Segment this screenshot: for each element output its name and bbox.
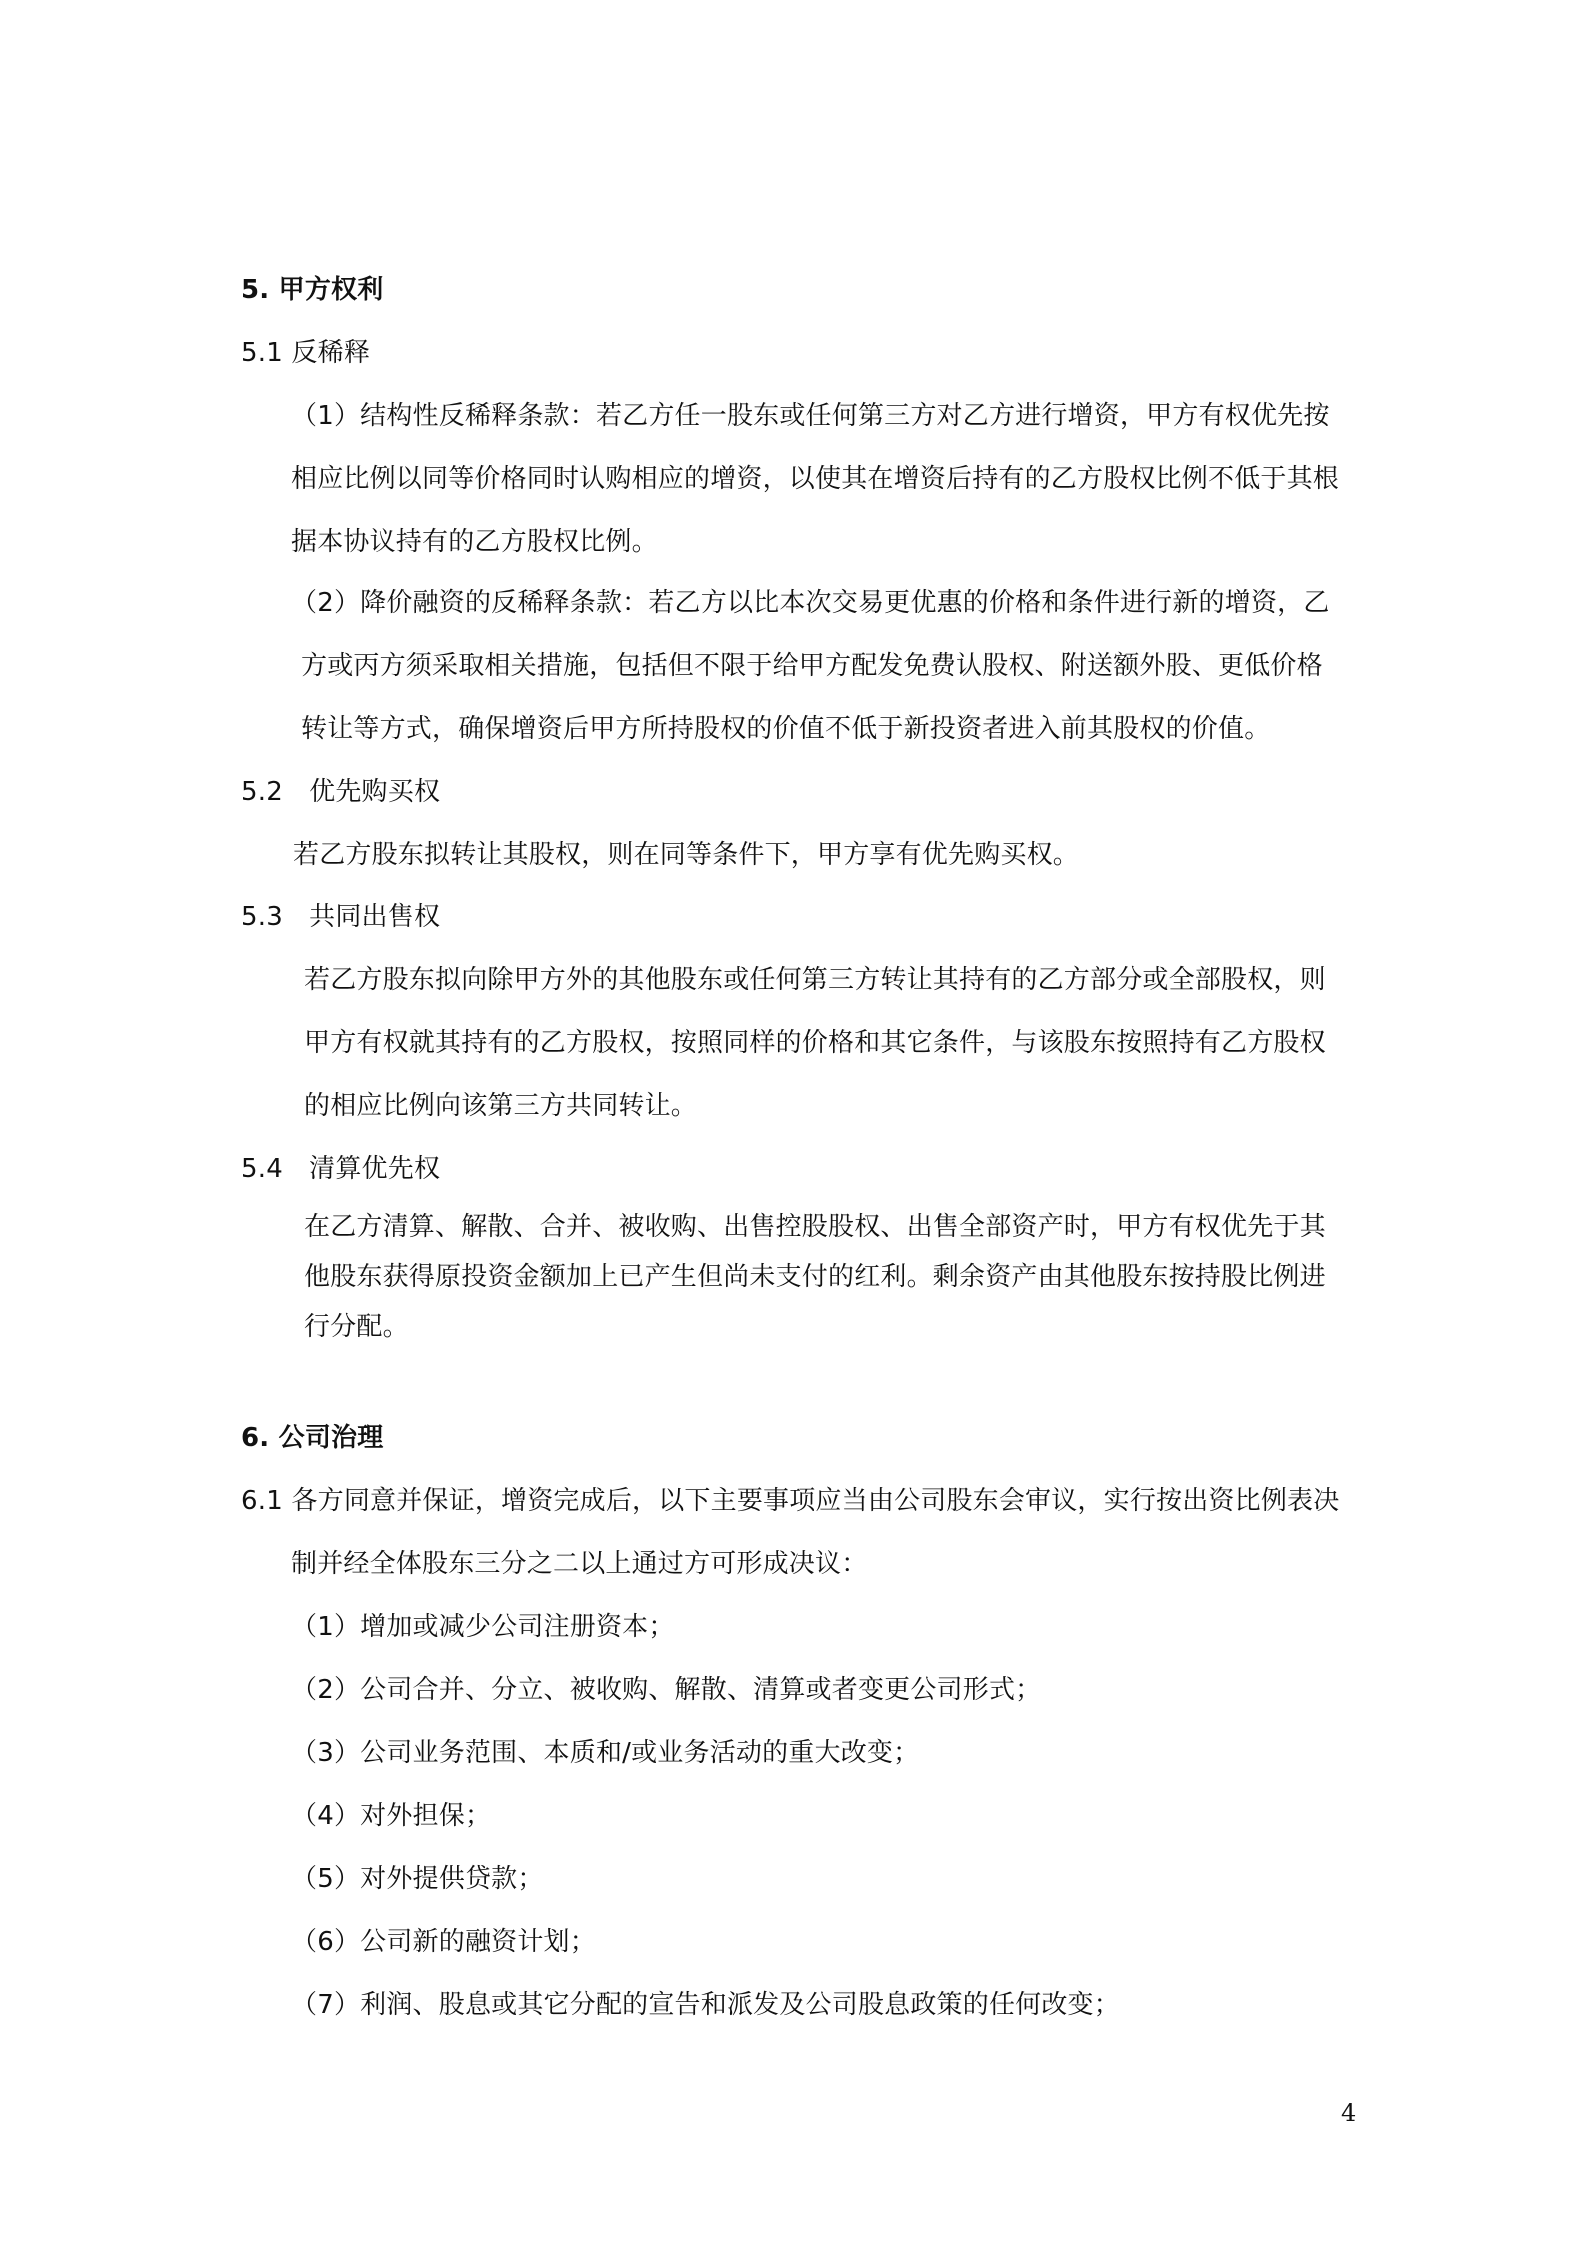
section-5-heading: 5. 甲方权利: [241, 275, 384, 305]
clause-5-1-para2-line1: （2）降价融资的反稀释条款：若乙方以比本次交易更优惠的价格和条件进行新的增资，乙: [291, 588, 1330, 618]
clause-5-1-para1-line1: （1）结构性反稀释条款：若乙方任一股东或任何第三方对乙方进行增资，甲方有权优先按: [291, 401, 1330, 431]
clause-5-1-label: 5.1 反稀释: [241, 338, 371, 368]
clause-5-3-para1-line2: 甲方有权就其持有的乙方股权，按照同样的价格和其它条件，与该股东按照持有乙方股权: [304, 1028, 1326, 1058]
clause-5-1-para2-line3: 转让等方式，确保增资后甲方所持股权的价值不低于新投资者进入前其股权的价值。: [301, 714, 1271, 744]
clause-5-4-para1-line1: 在乙方清算、解散、合并、被收购、出售控股股权、出售全部资产时，甲方有权优先于其: [304, 1212, 1326, 1242]
clause-5-1-para2-line2: 方或丙方须采取相关措施，包括但不限于给甲方配发免费认股权、附送额外股、更低价格: [301, 651, 1323, 681]
clause-6-1-intro-line2: 制并经全体股东三分之二以上通过方可形成决议：: [291, 1549, 868, 1579]
section-6-heading: 6. 公司治理: [241, 1423, 384, 1453]
clause-6-1-list-item: （3）公司业务范围、本质和/或业务活动的重大改变；: [291, 1738, 920, 1768]
clause-5-1-para1-line3: 据本协议持有的乙方股权比例。: [291, 527, 658, 557]
clause-5-4-para1-line2: 他股东获得原投资金额加上已产生但尚未支付的红利。剩余资产由其他股东按持股比例进: [304, 1262, 1326, 1292]
clause-6-1-intro-line1: 6.1 各方同意并保证，增资完成后，以下主要事项应当由公司股东会审议，实行按出资比例表决: [241, 1486, 1340, 1516]
clause-5-4-label: 5.4 清算优先权: [241, 1154, 441, 1184]
clause-5-3-para1-line3: 的相应比例向该第三方共同转让。: [304, 1091, 698, 1121]
clause-6-1-list-item: （4）对外担保；: [291, 1801, 492, 1831]
clause-5-1-para1-line2: 相应比例以同等价格同时认购相应的增资，以使其在增资后持有的乙方股权比例不低于其根: [291, 464, 1340, 494]
clause-6-1-list-item: （2）公司合并、分立、被收购、解散、清算或者变更公司形式；: [291, 1675, 1042, 1705]
clause-5-2-label: 5.2 优先购买权: [241, 777, 441, 807]
clause-6-1-list-item: （5）对外提供贷款；: [291, 1864, 544, 1894]
clause-6-1-list-item: （7）利润、股息或其它分配的宣告和派发及公司股息政策的任何改变；: [291, 1990, 1120, 2020]
page-number: 4: [1341, 2099, 1357, 2127]
clause-6-1-list-item: （1）增加或减少公司注册资本；: [291, 1612, 675, 1642]
clause-6-1-list-item: （6）公司新的融资计划；: [291, 1927, 596, 1957]
clause-5-3-para1-line1: 若乙方股东拟向除甲方外的其他股东或任何第三方转让其持有的乙方部分或全部股权，则: [304, 965, 1326, 995]
clause-5-3-label: 5.3 共同出售权: [241, 902, 441, 932]
clause-5-4-para1-line3: 行分配。: [304, 1312, 409, 1342]
clause-5-2-para1-line1: 若乙方股东拟转让其股权，则在同等条件下，甲方享有优先购买权。: [293, 840, 1080, 870]
